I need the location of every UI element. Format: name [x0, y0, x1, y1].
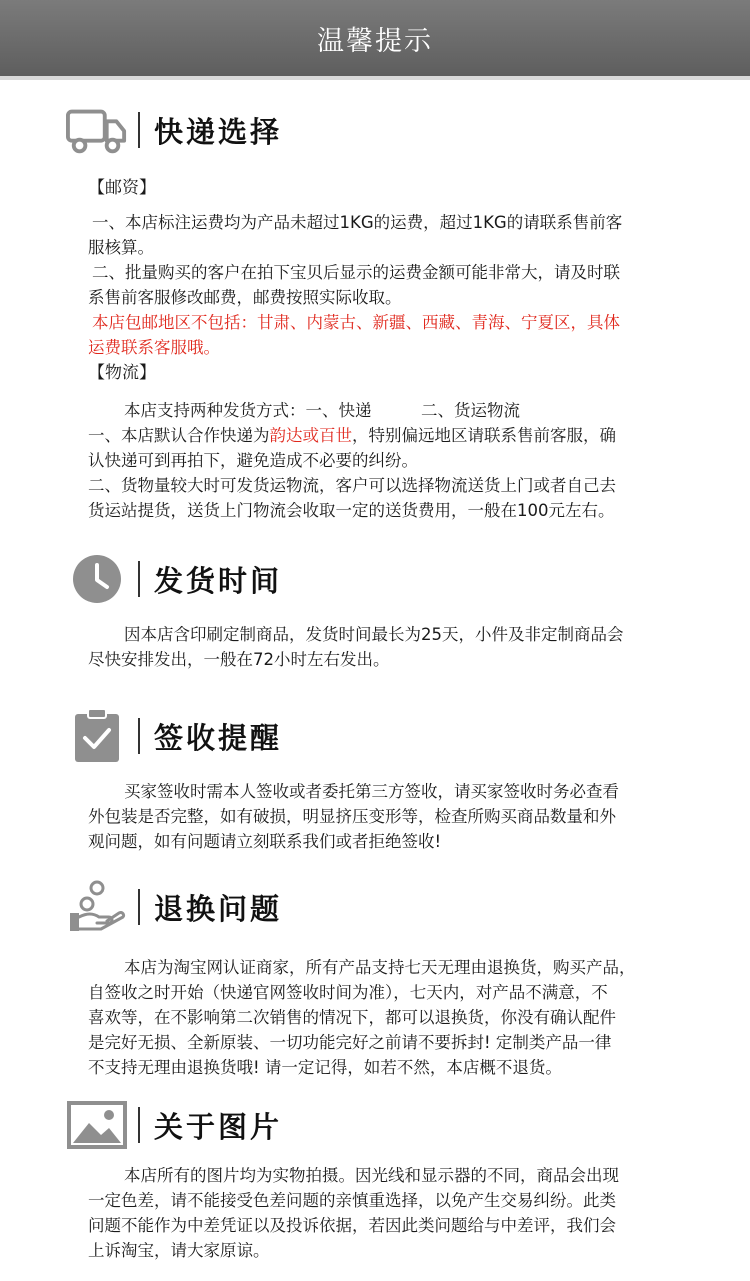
returns-line: 自签收之时开始（快递官网签收时间为准），七天内，对产品不满意，不 [88, 983, 608, 1002]
logistics-line-1-suffix: ，特别偏远地区请联系售前客服，确 [352, 426, 616, 445]
postage-text [88, 210, 728, 360]
banner [0, 0, 750, 80]
logistics-text [88, 398, 728, 523]
returns-line: 是完好无损、全新原装、一切功能完好之前请不要拆封! 定制类产品一律 [88, 1033, 612, 1052]
logistics-heading: 【物流】 [88, 363, 156, 383]
section-divider [138, 718, 140, 754]
images-line: 问题不能作为中差凭证以及投诉依据，若因此类问题给与中差评，我们会 [88, 1216, 616, 1235]
section-title-express: 快递选择 [154, 114, 283, 149]
images-line: 本店所有的图片均为实物拍摄。因光线和显示器的不同，商品会出现 [124, 1166, 619, 1185]
receipt-text [88, 779, 728, 854]
postage-line: 服核算。 [88, 238, 154, 257]
section-header-shipping [66, 549, 282, 609]
section-divider [138, 112, 140, 148]
postage-line: 一、本店标注运费均为产品未超过1KG的运费，超过1KG的请联系售前客 [92, 213, 623, 232]
returns-line: 喜欢等，在不影响第二次销售的情况下，都可以退换货，你没有确认配件 [88, 1008, 616, 1027]
shipping-text [88, 622, 728, 672]
logistics-heading-block [88, 361, 728, 386]
section-header-images [66, 1095, 282, 1155]
courier-highlight: 韵达或百世 [269, 426, 352, 445]
images-line: 上诉淘宝，请大家原谅。 [88, 1241, 270, 1260]
returns-text [88, 955, 728, 1080]
postage-line: 系售前客服修改邮费，邮费按照实际收取。 [88, 288, 402, 307]
logistics-line: 货运站提货，送货上门物流会收取一定的送货费用，一般在100元左右。 [88, 501, 615, 520]
receipt-line: 买家签收时需本人签收或者委托第三方签收，请买家签收时务必查看 [124, 782, 619, 801]
returns-line: 不支持无理由退换货哦! 请一定记得，如若不然，本店概不退货。 [88, 1058, 562, 1077]
section-title-returns: 退换问题 [154, 891, 283, 926]
clipboard-check-icon [66, 706, 128, 766]
postage-red-line: 运费联系客服哦。 [88, 338, 220, 357]
banner-title: 温馨提示 [317, 25, 433, 57]
postage-heading: 【邮资】 [88, 178, 156, 198]
postage-red-line: 本店包邮地区不包括：甘肃、内蒙古、新疆、西藏、青海、宁夏区，具体 [92, 313, 620, 332]
postage-block [88, 176, 728, 201]
shipping-line: 尽快安排发出，一般在72小时左右发出。 [88, 650, 390, 669]
logistics-line: 认快递可到再拍下，避免造成不必要的纠纷。 [88, 451, 418, 470]
section-header-receipt [66, 706, 282, 766]
images-text [88, 1163, 728, 1263]
shipping-line: 因本店含印刷定制商品，发货时间最长为25天，小件及非定制商品会 [124, 625, 624, 644]
receipt-line: 外包装是否完整，如有破损，明显挤压变形等，检查所购买商品数量和外 [88, 807, 616, 826]
section-header-returns [66, 877, 282, 937]
section-divider [138, 1107, 140, 1143]
logistics-intro: 本店支持两种发货方式：一、快递 二、货运物流 [124, 401, 520, 420]
section-header-express [66, 100, 282, 160]
section-title-images: 关于图片 [154, 1109, 283, 1144]
section-divider [138, 889, 140, 925]
clock-icon [66, 549, 128, 609]
section-divider [138, 561, 140, 597]
logistics-line-1-prefix: 一、本店默认合作快递为 [88, 426, 270, 445]
section-title-shipping: 发货时间 [154, 563, 283, 598]
images-line: 一定色差，请不能接受色差问题的亲慎重选择，以免产生交易纠纷。此类 [88, 1191, 616, 1210]
logistics-line: 二、货物量较大时可发货运物流，客户可以选择物流送货上门或者自己去 [88, 476, 616, 495]
section-title-receipt: 签收提醒 [154, 720, 283, 755]
truck-icon [66, 100, 128, 160]
hand-service-icon [66, 877, 128, 937]
logistics-line-1 [88, 423, 728, 448]
returns-line: 本店为淘宝网认证商家，所有产品支持七天无理由退换货，购买产品， [124, 958, 636, 977]
picture-icon [66, 1095, 128, 1155]
postage-line: 二、批量购买的客户在拍下宝贝后显示的运费金额可能非常大，请及时联 [92, 263, 620, 282]
receipt-line: 观问题，如有问题请立刻联系我们或者拒绝签收! [88, 832, 442, 851]
